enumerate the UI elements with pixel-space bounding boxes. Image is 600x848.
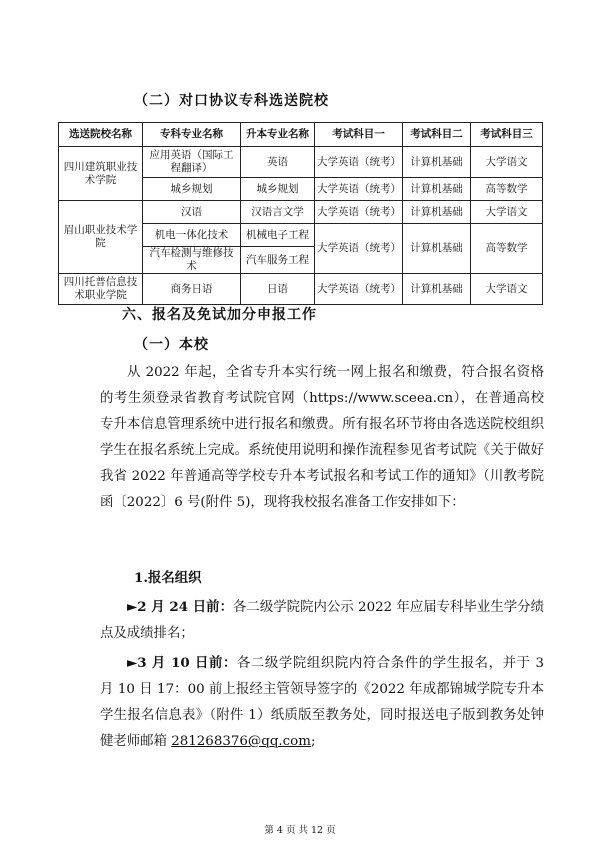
target-cell: 汉语言文学 <box>241 201 315 224</box>
major-cell: 商务日语 <box>143 274 241 305</box>
school-cell: 四川建筑职业技术学院 <box>59 147 143 201</box>
subject1-cell: 大学英语（统考） <box>315 147 403 178</box>
item2-text: 各二级学院组织院内符合条件的学生报名，并于 3 月 10 日 17：00 前上报经主管领导签字的《2022 年成都锦城学院专升本学生报名信息表》（附件 1）纸质版至教务处，同时报送电子版到教务处钟健老师邮箱 <box>100 656 544 749</box>
paragraph-registration: 从 2022 年起，全省专升本实行统一网上报名和缴费，符合报名资格的考生须登录省教育考试院官网（https://www.sceea.cn），在普通高校专升本信息管理系统中进行报名和缴费。所有报名环节将由各选送院校组织学生在报名系统上完成。系统使用说明和操作流程参见省考试院《关于做好我省 2022 年普通高等学校专升本考试报名和考试工作的通知》（川教考院函〔2022〕6 号(附件 5)，现将我校报名准备工作安排如下： <box>100 365 544 510</box>
subject2-cell: 计算机基础 <box>403 201 471 224</box>
item1-lead: ►2 月 24 日前： <box>127 599 233 615</box>
item1 <box>100 594 544 647</box>
target-cell: 汽车服务工程 <box>241 247 315 274</box>
subject2-cell: 计算机基础 <box>403 224 471 274</box>
target-cell: 英语 <box>241 147 315 178</box>
subject2-cell: 计算机基础 <box>403 147 471 178</box>
table-header: 选送院校名称 <box>59 123 143 147</box>
subject3-cell: 高等数学 <box>471 178 543 201</box>
section6-title: 六、报名及免试加分申报工作 <box>122 307 317 323</box>
subject1-cell: 大学英语（统考） <box>315 201 403 224</box>
target-cell: 机械电子工程 <box>241 224 315 247</box>
target-cell: 城乡规划 <box>241 178 315 201</box>
table-row <box>59 201 543 224</box>
item1-text: 各二级学院院内公示 2022 年应届专科毕业生学分绩点及成绩排名； <box>100 600 544 641</box>
table-header: 考试科目三 <box>471 123 543 147</box>
school-cell: 四川托普信息技术职业学院 <box>59 274 143 305</box>
subject3-cell: 大学语文 <box>471 274 543 305</box>
item2-lead: ►3 月 10 日前： <box>127 655 237 671</box>
table-header-row <box>59 123 543 147</box>
table-header: 专科专业名称 <box>143 123 241 147</box>
target-cell: 日语 <box>241 274 315 305</box>
subject3-cell: 大学语文 <box>471 147 543 178</box>
section6-1-title: （一）本校 <box>134 337 209 353</box>
section-title: （二）对口协议专科选送院校 <box>134 93 329 109</box>
table-header: 升本专业名称 <box>241 123 315 147</box>
school-table <box>58 122 543 305</box>
major-cell: 汉语 <box>143 201 241 224</box>
major-cell: 应用英语（国际工程翻译） <box>143 147 241 178</box>
major-cell: 汽车检测与维修技术 <box>143 247 241 274</box>
email-link[interactable]: 281268376@qq.com <box>171 734 311 749</box>
major-cell: 机电一体化技术 <box>143 224 241 247</box>
school-cell: 眉山职业技术学院 <box>59 201 143 274</box>
major-cell: 城乡规划 <box>143 178 241 201</box>
table-header: 考试科目一 <box>315 123 403 147</box>
subject1-cell: 大学英语（统考） <box>315 274 403 305</box>
subject3-cell: 高等数学 <box>471 224 543 274</box>
item2: ►3 月 10 日前：各二级学院组织院内符合条件的学生报名，并于 3 月 10 日 17：00 前上报经主管领导签字的《2022 年成都锦城学院专升本学生报名信息表》（附件 1）纸质版至教务处，同时报送电子版到教务处钟健老师邮箱 281268376@qq.com; <box>100 655 544 749</box>
subject2-cell: 计算机基础 <box>403 274 471 305</box>
page-footer: 第 4 页 共 12 页 <box>264 825 336 836</box>
table-row <box>59 274 543 305</box>
sub1-title: 1.报名组织 <box>134 570 202 586</box>
subject1-cell: 大学英语（统考） <box>315 178 403 201</box>
table-row <box>59 147 543 178</box>
subject2-cell: 计算机基础 <box>403 178 471 201</box>
subject3-cell: 大学语文 <box>471 201 543 224</box>
table-header: 考试科目二 <box>403 123 471 147</box>
subject1-cell: 大学英语（统考） <box>315 224 403 274</box>
